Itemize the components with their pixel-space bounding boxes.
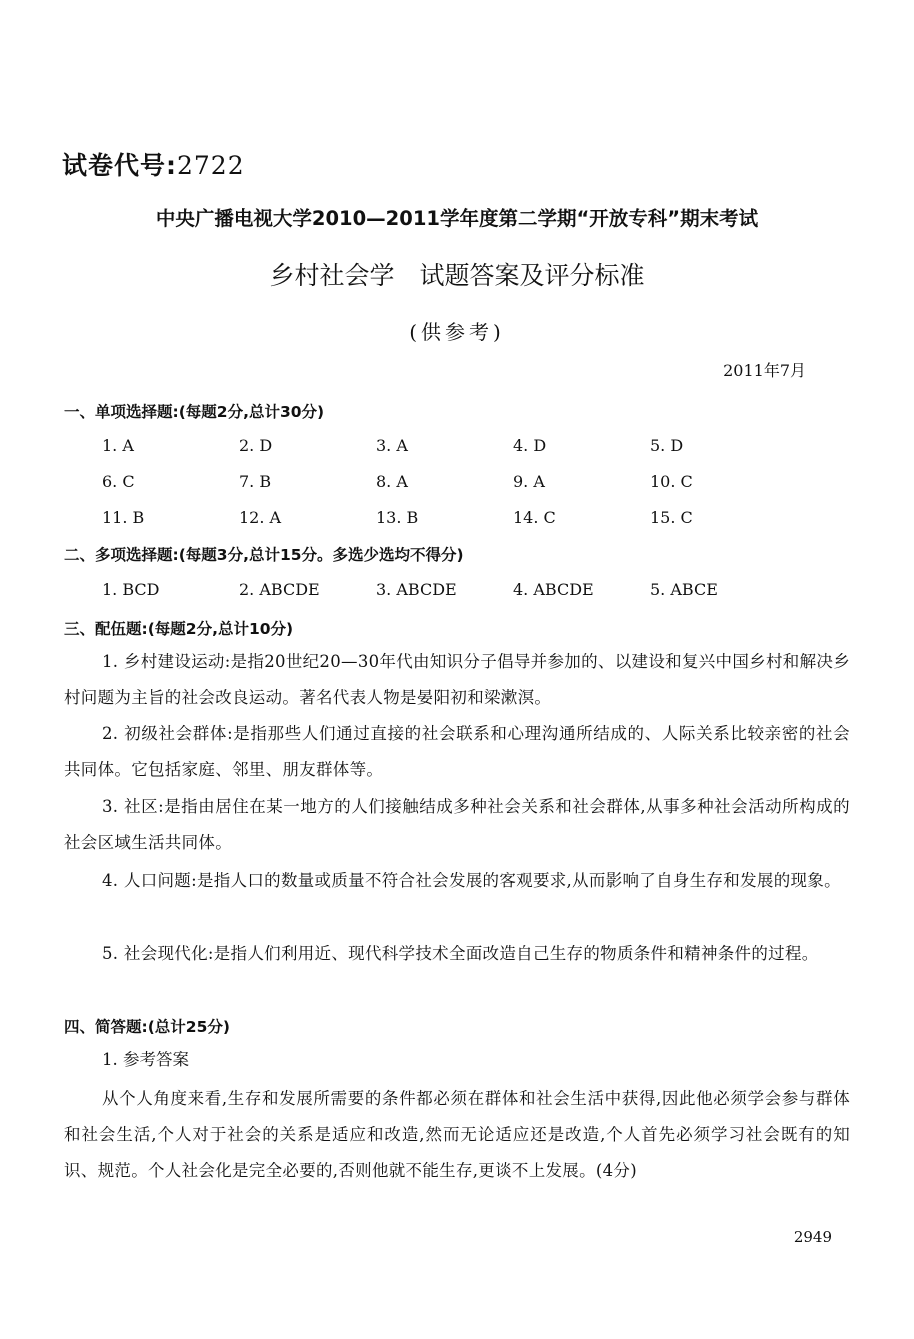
exam-headline: 中央广播电视大学2010—2011学年度第二学期“开放专科”期末考试 — [155, 207, 759, 230]
matching-answer-3: 3. 社区:是指由居住在某一地方的人们接触结成多种社会关系和社会群体,从事多种社会活动所构成的社会区域生活共同体。 — [64, 797, 850, 852]
answer-item: 9. A — [513, 472, 545, 491]
answer-item: 14. C — [513, 508, 556, 527]
section-title-multiple-choice: 二、多项选择题:(每题3分,总计15分。多选少选均不得分) — [64, 546, 464, 564]
document-date: 2011年7月 — [723, 361, 806, 380]
answer-item: 12. A — [239, 508, 282, 527]
exam-code-label: 试卷代号: — [62, 151, 177, 180]
matching-answer-2: 2. 初级社会群体:是指那些人们通过直接的社会联系和心理沟通所结成的、人际关系比较亲密的社会共同体。它包括家庭、邻里、朋友群体等。 — [64, 724, 850, 779]
short-answer-label: 1. 参考答案 — [102, 1050, 189, 1069]
answer-row — [102, 580, 862, 602]
section-title-matching: 三、配伍题:(每题2分,总计10分) — [64, 620, 294, 638]
answer-item: 5. ABCE — [650, 580, 718, 599]
answer-item: 8. A — [376, 472, 408, 491]
matching-answer-5: 5. 社会现代化:是指人们利用近、现代科学技术全面改造自己生存的物质条件和精神条件的过程。 — [102, 944, 819, 963]
exam-code-number: 2722 — [177, 151, 245, 180]
document-title: 乡村社会学 试题答案及评分标准 — [269, 261, 645, 290]
matching-answer-1: 1. 乡村建设运动:是指20世纪20—30年代由知识分子倡导并参加的、以建设和复兴中国乡村和解决乡村问题为主旨的社会改良运动。著名代表人物是晏阳初和梁漱溟。 — [64, 652, 850, 707]
answer-item: 11. B — [102, 508, 145, 527]
answer-item: 4. D — [513, 436, 547, 455]
answer-item: 1. A — [102, 436, 134, 455]
answer-item: 1. BCD — [102, 580, 160, 599]
answer-row — [102, 472, 862, 494]
answer-item: 2. D — [239, 436, 273, 455]
short-answer-text: 从个人角度来看,生存和发展所需要的条件都必须在群体和社会生活中获得,因此他必须学会参与群体和社会生活,个人对于社会的关系是适应和改造,然而无论适应还是改造,个人首先必须学习社会既有的知识、规范。个人社会化是完全必要的,否则他就不能生存,更谈不上发展。(4分) — [64, 1089, 850, 1180]
matching-answer-4: 4. 人口问题:是指人口的数量或质量不符合社会发展的客观要求,从而影响了自身生存和发展的现象。 — [102, 871, 841, 890]
answer-item: 4. ABCDE — [513, 580, 594, 599]
page-number: 2949 — [793, 1228, 832, 1246]
section-title-short-answer: 四、简答题:(总计25分) — [64, 1018, 230, 1036]
reference-note: (供参考) — [409, 320, 505, 344]
answer-item: 7. B — [239, 472, 272, 491]
answer-row — [102, 508, 862, 530]
answer-item: 13. B — [376, 508, 419, 527]
answer-item: 10. C — [650, 472, 693, 491]
answer-item: 2. ABCDE — [239, 580, 320, 599]
exam-code — [62, 146, 245, 182]
answer-item: 3. A — [376, 436, 408, 455]
answer-row — [102, 436, 862, 458]
answer-item: 5. D — [650, 436, 684, 455]
answer-item: 3. ABCDE — [376, 580, 457, 599]
section-title-single-choice: 一、单项选择题:(每题2分,总计30分) — [64, 403, 325, 421]
answer-item: 15. C — [650, 508, 693, 527]
answer-item: 6. C — [102, 472, 135, 491]
